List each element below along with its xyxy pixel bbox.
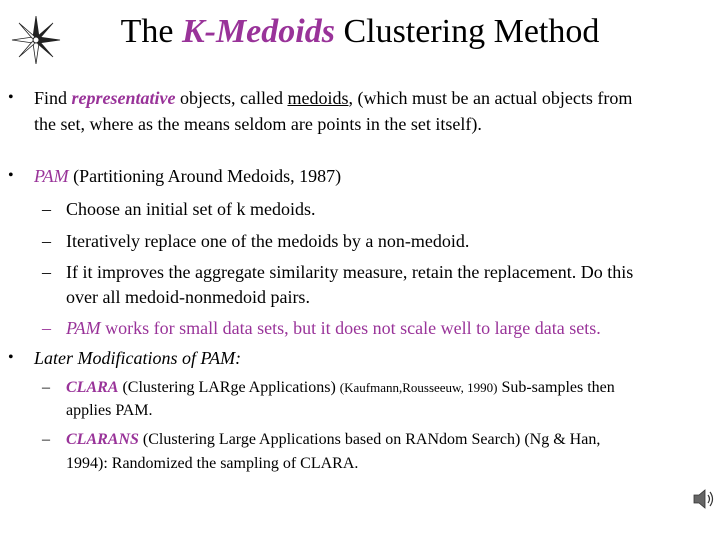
dash-marker: – <box>42 199 51 219</box>
clarans-name: CLARANS <box>66 431 139 448</box>
title-pre: The <box>120 13 182 50</box>
dash-marker: – <box>42 431 50 448</box>
bullet-marker: • <box>8 349 14 366</box>
sub-item-3-line-1: If it improves the aggregate similarity measure, retain the replacement. Do this <box>66 262 634 282</box>
clarans-line-1 <box>66 428 600 452</box>
dash-marker: – <box>42 318 51 338</box>
sub-item-1: Choose an initial set of k medoids. <box>66 199 316 219</box>
clara-citation: (Kaufmann,Rousseeuw, 1990) <box>339 380 498 395</box>
bullet-3-label: Later Modifications of PAM: <box>34 348 242 368</box>
speaker-icon[interactable] <box>692 486 716 512</box>
pam-note-emphasis: PAM <box>66 318 101 338</box>
page-title <box>0 12 720 52</box>
pam-note <box>66 316 601 340</box>
dash-marker: – <box>42 262 51 282</box>
sub-item-2: Iteratively replace one of the medoids by a non-medoid. <box>66 231 470 251</box>
clara-name: CLARA <box>66 379 119 396</box>
clara-line-1 <box>66 376 615 400</box>
bullet-marker: • <box>8 89 14 106</box>
b1-emphasis: representative <box>71 88 176 108</box>
clarans-line-2: 1994): Randomized the sampling of CLARA. <box>66 455 359 472</box>
clara-desc: (Clustering LARge Applications) <box>118 379 340 396</box>
bullet-1-line-2: the set, where as the means seldom are points in the set itself). <box>34 114 482 134</box>
b1-underlined: medoids <box>287 88 349 108</box>
b1-pre: Find <box>34 88 72 108</box>
clara-post: Sub-samples then <box>497 379 615 396</box>
dash-marker: – <box>42 379 50 396</box>
bullet-marker: • <box>8 167 14 184</box>
clarans-desc: (Clustering Large Applications based on RANdom Search) (Ng & Han, <box>138 431 601 448</box>
clara-line-2: applies PAM. <box>66 402 153 419</box>
b1-post: , (which must be an actual objects from <box>348 88 633 108</box>
bullet-1-line-1 <box>34 86 632 110</box>
dash-marker: – <box>42 231 51 251</box>
sub-item-3-line-2: over all medoid-nonmedoid pairs. <box>66 287 310 307</box>
pam-note-text: works for small data sets, but it does not scale well to large data sets. <box>100 318 601 338</box>
title-emphasis: K-Medoids <box>181 13 335 50</box>
b2-emphasis: PAM <box>34 166 69 186</box>
b1-mid: objects, called <box>175 88 288 108</box>
b2-post: (Partitioning Around Medoids, 1987) <box>68 166 342 186</box>
title-post: Clustering Method <box>334 13 600 50</box>
bullet-2-line <box>34 164 341 188</box>
